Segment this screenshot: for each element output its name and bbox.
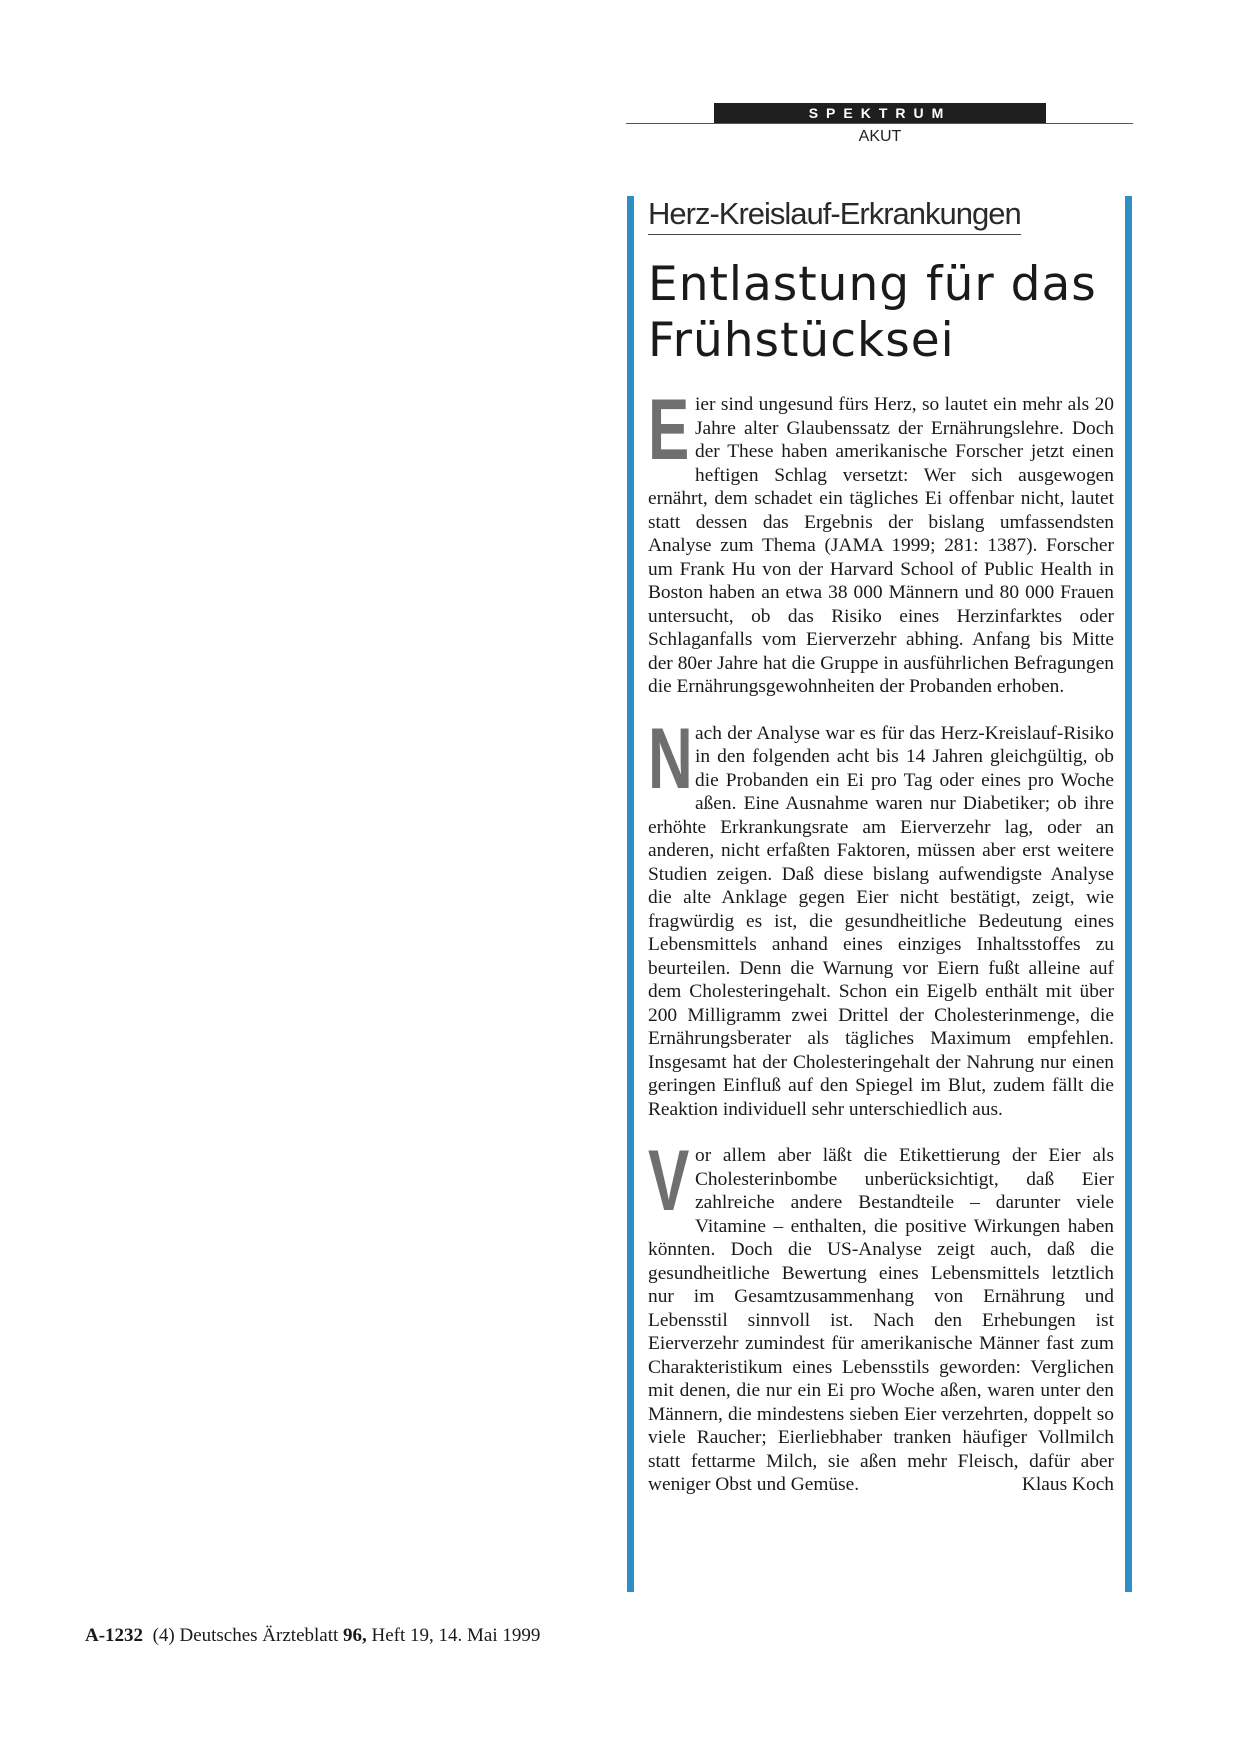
footer-issue: Heft 19, 14. Mai 1999 xyxy=(371,1625,541,1646)
footer-page-number: (4) xyxy=(152,1625,175,1646)
drop-cap: E xyxy=(648,382,690,478)
section-subtitle: AKUT xyxy=(858,128,902,145)
article-frame-left-bar xyxy=(627,196,634,1592)
footer-journal: Deutsches Ärzteblatt xyxy=(179,1625,339,1646)
drop-cap: V xyxy=(648,1133,690,1229)
article-frame-right-bar xyxy=(1125,196,1132,1592)
article-author: Klaus Koch xyxy=(1021,1474,1114,1495)
headline-line-2: Frühstücksei xyxy=(648,313,955,368)
footer-volume: 96, xyxy=(343,1625,367,1646)
section-title: SPEKTRUM xyxy=(714,103,1046,123)
footer-page-id: A-1232 xyxy=(85,1625,144,1646)
headline-line-1: Entlastung für das xyxy=(648,257,1097,312)
paragraph-text: ach der Analyse war es für das Herz-Kreislauf-Risiko in den folgenden acht bis 14 Jahren gleichgültig, ob die Probanden ein Ei pro Tag oder eines pro Woche aßen. Eine Ausnahme waren nur Diabetiker; ob ihre erhöhte Erkrankungsrate am Eierverzehr lag, oder an anderen, nicht erfaßten Faktoren, müssen aber erst weitere Studien zeigen. Daß diese bislang aufwendigste Analyse die alte Anklage gegen Eier nicht bestätigt, zeigt, wie fragwürdig es ist, die gesundheitliche Bedeutung eines Lebensmittels anhand eines einziges Inhaltsstoffes zu beurteilen. Denn die Warnung vor Eiern fußt alleine auf dem Cholesteringehalt. Schon ein Eigelb enthält mit über 200 Milligramm zwei Drittel der Cholesterinmenge, die Ernährungsberater als tägliches Maximum empfehlen. Insgesamt hat der Cholesteringehalt der Nahrung nur einen geringen Einfluß auf den Spiegel im Blut, zudem fällt die Reaktion individuell sehr unterschiedlich aus. xyxy=(648,722,1114,1120)
drop-cap: N xyxy=(648,710,693,807)
article-paragraph-2 xyxy=(648,710,1114,1122)
article-paragraph-3 xyxy=(648,1133,1114,1497)
paragraph-text: or allem aber läßt die Etikettierung der Eier als Cholesterinbombe unberücksichtigt, daß Eier zahlreiche andere Bestandteile – darunter viele Vitamine – enthalten, die positive Wirkungen haben könnten. Doch die US-Analyse zeigt auch, daß die gesundheitliche Bewertung eines Lebensmittels letztlich nur im Gesamtzusammenhang von Ernährung und Lebensstil sinnvoll ist. Nach den Erhebungen ist Eierverzehr zumindest für amerikanische Männer fast zum Charakteristikum eines Lebensstils geworden: Verglichen mit denen, die nur ein Ei pro Woche aßen, waren unter den Männern, die mindestens sieben Eier verzehrten, doppelt so viele Raucher; Eierliebhaber tranken häufiger Vollmilch statt fettarme Milch, sie aßen mehr Fleisch, dafür aber weniger Obst und Gemüse. xyxy=(648,1145,1114,1495)
article xyxy=(648,196,1114,1520)
article-kicker: Herz-Kreislauf-Erkrankungen xyxy=(648,196,1021,235)
section-rule xyxy=(626,123,1133,124)
article-paragraph-1 xyxy=(648,382,1114,699)
article-headline xyxy=(648,257,1114,369)
paragraph-text: ier sind ungesund fürs Herz, so lautet ein mehr als 20 Jahre alter Glaubenssatz der Ernährungslehre. Doch der These haben amerikanische Forscher jetzt einen heftigen Schlag versetzt: Wer sich ausgewogen ernährt, dem schadet ein tägliches Ei offenbar nicht, lautet statt dessen das Ergebnis der bislang umfassendsten Analyse zum Thema (JAMA 1999; 281: 1387). Forscher um Frank Hu von der Harvard School of Public Health in Boston haben an etwa 38 000 Männern und 80 000 Frauen untersucht, ob das Risiko eines Herzinfarktes oder Schlaganfalls vom Eierverzehr abhing. Anfang bis Mitte der 80er Jahre hat die Gruppe in ausführlichen Befragungen die Ernährungsgewohnheiten der Probanden erhoben. xyxy=(648,394,1114,697)
page-footer xyxy=(85,1625,540,1647)
